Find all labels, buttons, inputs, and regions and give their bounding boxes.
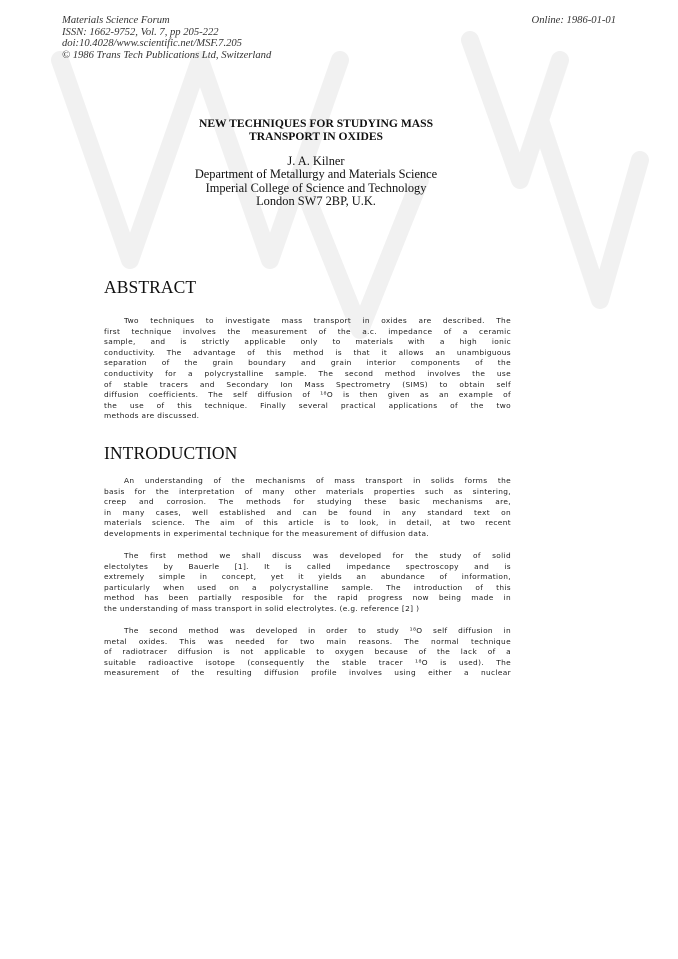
introduction-paragraph-2: [104, 551, 511, 615]
text-line: suitable radioactive isotope (consequently the stable tracer ¹⁸O is used). The: [104, 657, 511, 667]
text-line: developments in experimental technique for the measurement of diffusion data.: [104, 528, 430, 538]
copyright-line: © 1986 Trans Tech Publications Ltd, Switzerland: [62, 49, 272, 61]
introduction-paragraph-3: [104, 626, 511, 679]
text-line: the use of this technique. Finally several practical applications of the two: [104, 400, 511, 410]
text-line: of radiotracer diffusion is not applicable to oxygen because of the lack of a: [104, 647, 511, 657]
text-line: conductivity. The advantage of this method is that it allows an unambiguous: [104, 347, 511, 357]
text-line: separation of the grain boundary and grain interior components of the: [104, 358, 511, 368]
abstract-heading: ABSTRACT: [104, 277, 197, 297]
text-line: creep and corrosion. The methods for studying these basic mechanisms are,: [104, 497, 511, 507]
text-line: metal oxides. This was needed for two main reasons. The normal technique: [104, 636, 511, 646]
title-line-2: TRANSPORT IN OXIDES: [248, 130, 384, 143]
text-line: conductivity for a polycrystalline sample. The second method involves the use: [104, 368, 511, 378]
text-line: The first method we shall discuss was developed for the study of solid: [124, 551, 511, 560]
text-line: first technique involves the measurement of the a.c. impedance of a ceramic: [104, 326, 511, 336]
publication-metadata: [62, 15, 271, 61]
text-line: extremely simple in concept, yet it yields an abundance of information,: [104, 572, 511, 582]
text-line: particularly when used on a polycrystalline sample. The introduction of this: [104, 582, 511, 592]
text-line: basis for the interpretation of many other materials properties such as sintering,: [104, 486, 511, 496]
text-line: methods are discussed.: [104, 411, 200, 421]
journal-name: Materials Science Forum: [62, 15, 170, 26]
online-date: Online: 1986-01-01: [531, 15, 616, 26]
text-line: electolytes by Bauerle [1]. It is called impedance spectroscopy and is: [104, 561, 511, 571]
text-line: materials science. The aim of this article is to look, in detail, at two recent: [104, 518, 511, 528]
author-block: [0, 155, 632, 209]
text-line: measurement of the resulting diffusion profile involves using either a nuclear: [104, 668, 511, 678]
abstract-paragraph: [104, 316, 511, 422]
text-line: The second method was developed in order to study ¹⁸O self diffusion in: [124, 626, 511, 635]
text-line: sample, and is strictly applicable only to materials with a high ionic: [104, 337, 511, 347]
author-address: London SW7 2BP, U.K.: [256, 194, 376, 209]
introduction-heading: INTRODUCTION: [104, 443, 238, 463]
author-college: Imperial College of Science and Technology: [205, 180, 427, 195]
text-line: An understanding of the mechanisms of mass transport in solids forms the: [124, 476, 511, 485]
paper-title: [0, 117, 632, 143]
title-line-1: NEW TECHNIQUES FOR STUDYING MASS: [198, 117, 434, 130]
introduction-paragraph-1: [104, 476, 511, 540]
issn-line: ISSN: 1662-9752, Vol. 7, pp 205-222: [62, 26, 219, 38]
text-line: diffusion coefficients. The self diffusion of ¹⁸O is then given as an example of: [104, 390, 511, 400]
author-department: Department of Metallurgy and Materials Science: [194, 167, 438, 182]
text-line: in many cases, well established and can be found in any standard text on: [104, 507, 511, 517]
text-line: of stable tracers and Secondary Ion Mass Spectrometry (SIMS) to obtain self: [104, 379, 511, 389]
text-line: Two techniques to investigate mass transport in oxides are described. The: [124, 316, 511, 325]
doi-link[interactable]: doi:10.4028/www.scientific.net/MSF.7.205: [62, 38, 242, 50]
text-line: the understanding of mass transport in solid electrolytes. (e.g. reference [2] ): [104, 603, 420, 613]
text-line: method has been partially resposible for the rapid progress now being made in: [104, 593, 511, 603]
author-name: J. A. Kilner: [287, 154, 345, 168]
